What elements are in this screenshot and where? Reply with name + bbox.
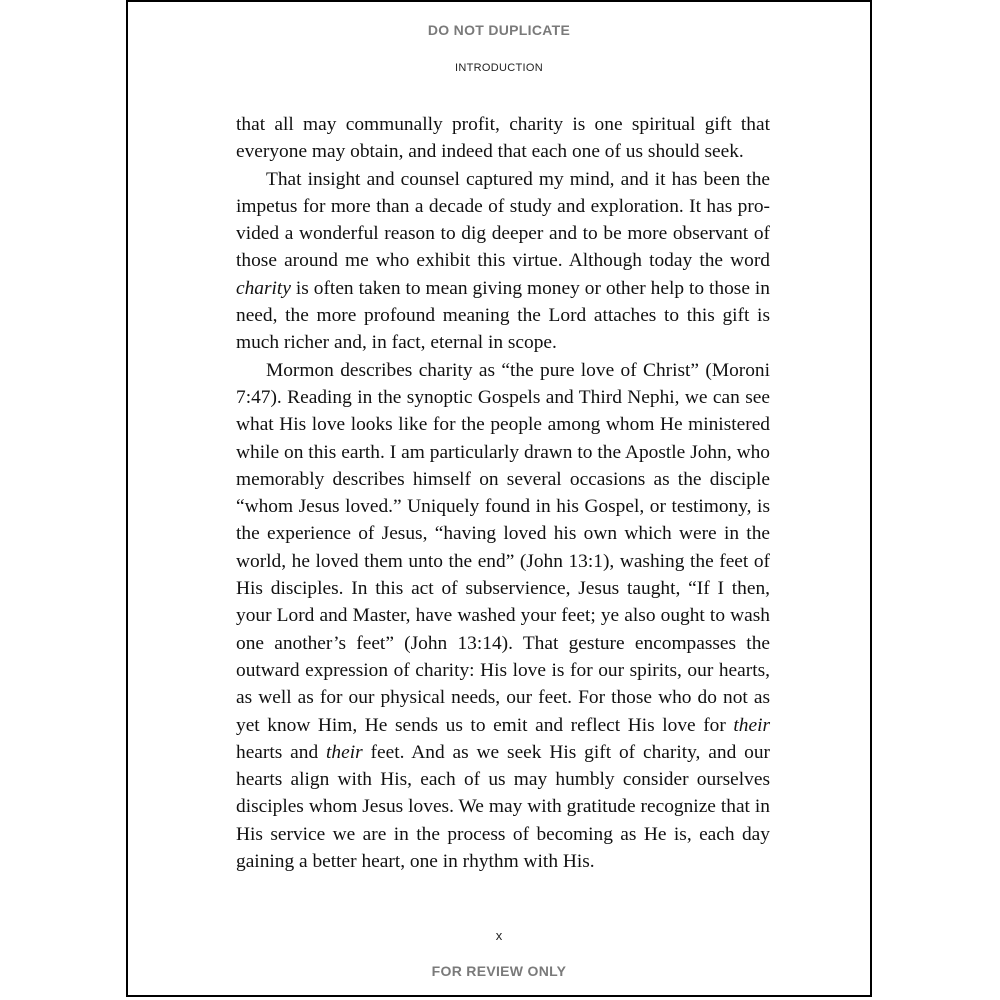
watermark-top: DO NOT DUPLICATE	[427, 22, 571, 38]
paragraph	[236, 166, 770, 357]
text-segment: that all may communally profit, charity is one spiritual gift that everyone may obtain, and indeed that each one of us should seek.	[236, 114, 770, 163]
italic-segment: their	[326, 741, 363, 763]
text-segment: That insight and counsel captured my mind, and it has been the impetus for more than a decade of study and exploration. It has provided a wonderful reason to dig deeper and to be more observant of those around me who exhibit this virtue. Although today the word	[236, 168, 770, 272]
text-segment: Mormon describes charity as “the pure love of Christ” (Moroni 7:47). Reading in the synoptic Gospels and Third Nephi, we can see what His love looks like for the people among whom He ministered while on this earth. I am particularly drawn to the Apostle John, who memorably describes himself on several occasions as the disciple “whom Jesus loved.” Uniquely found in his Gospel, or testimony, is the experience of Jesus, “having loved his own which were in the world, he loved them unto the end” (John 13:1), washing the feet of His disciples. In this act of subservience, Jesus taught, “If I then, your Lord and Master, have washed your feet; ye also ought to wash one another’s feet” (John 13:14). That gesture encompasses the outward expression of charity: His love is for our spirits, our hearts, as well as for our physical needs, our feet. For those who do not as yet know Him, He sends us to emit and reflect His love for	[236, 359, 770, 736]
watermark-bottom: FOR REVIEW ONLY	[431, 963, 567, 979]
text-segment: is often taken to mean giving money or other help to those in need, the more profound meaning the Lord attaches to this gift is much richer and, in fact, eternal in scope.	[236, 277, 770, 354]
paragraph	[236, 357, 770, 876]
book-page	[126, 0, 872, 997]
paragraph	[236, 111, 770, 166]
italic-segment: their	[733, 714, 770, 736]
page-number: x	[495, 928, 503, 943]
text-segment: feet. And as we seek His gift of charity, and our hearts align with His, each of us may humbly consider ourselves disciples whom Jesus loves. We may with gratitude recognize that in His service we are in the process of becoming as He is, each day gaining a better heart, one in rhythm with His.	[236, 741, 770, 873]
body-text	[236, 111, 770, 875]
text-segment: hearts and	[236, 741, 327, 763]
running-head: INTRODUCTION	[455, 62, 543, 74]
italic-segment: charity	[236, 277, 291, 299]
